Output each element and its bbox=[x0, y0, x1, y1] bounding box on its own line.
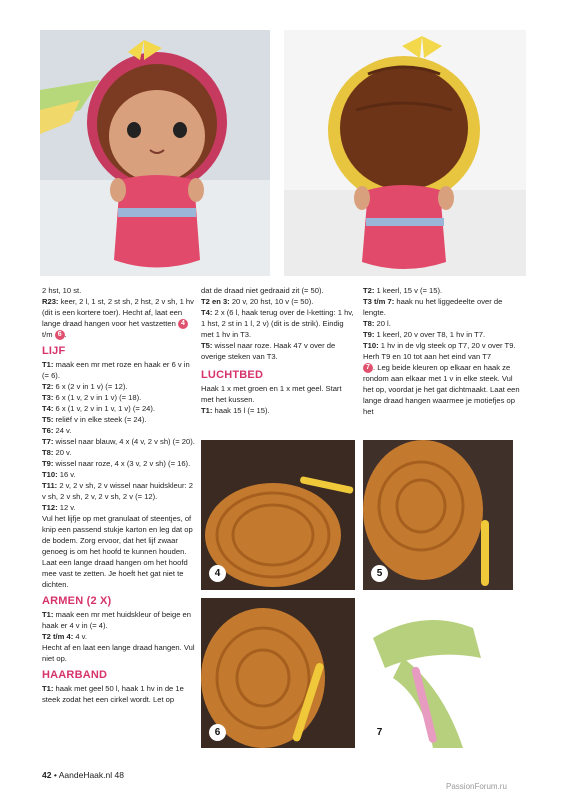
lijf-heading: LIJF bbox=[42, 345, 66, 357]
intro-line-1: 2 hst, 10 st. bbox=[42, 286, 82, 295]
instructions-column-2 bbox=[201, 285, 356, 416]
instruction-line: dat de draad niet gedraaid zit (= 50). bbox=[201, 286, 324, 295]
lijf-instructions bbox=[42, 359, 195, 590]
instruction-line: T1: haak 15 l (= 15). bbox=[201, 406, 270, 415]
instruction-line: T2: 1 keerl, 15 v (= 15). bbox=[363, 286, 443, 295]
instruction-line: Haak 1 x met groen en 1 x met geel. Start met het kussen. bbox=[201, 384, 342, 404]
instruction-line: T7: wissel naar blauw, 4 x (4 v, 2 v sh) (= 20). bbox=[42, 437, 195, 446]
instruction-line: T10: 16 v. bbox=[42, 470, 76, 479]
footer-site: AandeHaak.nl 48 bbox=[58, 770, 124, 780]
instruction-line: T9: wissel naar roze, 4 x (3 v, 2 v sh) (= 16). bbox=[42, 459, 191, 468]
instruction-line: T6: 24 v. bbox=[42, 426, 72, 435]
instruction-line: T9: 1 keerl, 20 v over T8, 1 hv in T7. bbox=[363, 330, 486, 339]
instructions-column-1 bbox=[42, 285, 195, 705]
instruction-line: T4: 2 x (6 l, haak terug over de l-ketting: 1 hv, 1 hst, 2 st in 1 l, 2 v) (dit is de strik). Eindig met 1 hv in T3. bbox=[201, 308, 354, 339]
instruction-line: T2 t/m 4: 4 v. bbox=[42, 632, 88, 641]
instruction-line: T2: 6 x (2 v in 1 v) (= 12). bbox=[42, 382, 128, 391]
instruction-line: T8: 20 v. bbox=[42, 448, 72, 457]
instruction-line: T1: maak een mr met roze en haak er 6 v in (= 6). bbox=[42, 360, 190, 380]
step-photo-6 bbox=[201, 598, 355, 748]
instruction-line: T3: 6 x (1 v, 2 v in 1 v) (= 18). bbox=[42, 393, 142, 402]
instruction-line: T3 t/m 7: haak nu het liggedeelte over de lengte. bbox=[363, 297, 503, 317]
step-photo-4 bbox=[201, 440, 355, 590]
instruction-line: T12: 12 v. bbox=[42, 503, 76, 512]
luchtbed-continued bbox=[363, 285, 523, 362]
col3-ending: 7 . Leg beide kleuren op elkaar en haak ze rondom aan elkaar met 1 v in elke steek. Vul het op, voordat je het gat dichtmaakt. Laat een lange draad hangen waarmee je motiefjes op het bbox=[363, 363, 520, 416]
watermark: PassionForum.ru bbox=[446, 782, 507, 791]
instruction-line: T11: 2 v, 2 v sh, 2 v wissel naar huidskleur: 2 v sh, 2 v sh, 2 v, 2 v sh, 2 v (= 12). bbox=[42, 481, 193, 501]
instruction-line: T10: 1 hv in de vlg steek op T7, 20 v over T9. Herh T9 en 10 tot aan het eind van T7 bbox=[363, 341, 516, 361]
armen-heading: ARMEN (2 X) bbox=[42, 595, 112, 607]
step-badge-4: 4 bbox=[209, 565, 226, 582]
step-photo-7 bbox=[363, 598, 513, 748]
page-number: 42 bbox=[42, 770, 52, 780]
instruction-line: Hecht af en laat een lange draad hangen. Vul niet op. bbox=[42, 643, 195, 663]
step-badge-7: 7 bbox=[371, 724, 388, 741]
doll-back-photo bbox=[284, 30, 526, 276]
step-badge-5: 5 bbox=[371, 565, 388, 582]
doll-front-photo bbox=[40, 30, 270, 276]
haarband-heading: HAARBAND bbox=[42, 669, 108, 681]
step-photo-5 bbox=[363, 440, 513, 590]
instruction-line: T5: wissel naar roze. Haak 47 v over de overige steken van T3. bbox=[201, 341, 336, 361]
instruction-line: T8: 20 l. bbox=[363, 319, 391, 328]
step-7-marker: 7 bbox=[363, 363, 373, 373]
footer-bullet: • bbox=[53, 770, 57, 780]
luchtbed-instructions bbox=[201, 383, 356, 416]
instruction-line: T5: reliëf v in elke steek (= 24). bbox=[42, 415, 147, 424]
step-4-marker: 4 bbox=[178, 319, 188, 329]
instruction-line: T1: haak met geel 50 l, haak 1 hv in de 1e steek zodat het een cirkel wordt. Let op bbox=[42, 684, 184, 704]
luchtbed-heading: LUCHTBED bbox=[201, 369, 264, 381]
armen-instructions bbox=[42, 609, 195, 664]
instruction-line: T4: 6 x (1 v, 2 v in 1 v, 1 v) (= 24). bbox=[42, 404, 156, 413]
haarband-instructions bbox=[42, 683, 195, 705]
page-footer bbox=[42, 770, 124, 780]
instructions-column-3 bbox=[363, 285, 523, 417]
step-6-marker: 6 bbox=[55, 330, 65, 340]
step-badge-6: 6 bbox=[209, 724, 226, 741]
instruction-line: T2 en 3: 20 v, 20 hst, 10 v (= 50). bbox=[201, 297, 314, 306]
instruction-line: T1: maak een mr met huidskleur of beige en haak er 4 v in (= 4). bbox=[42, 610, 191, 630]
instruction-line: Vul het lijfje op met granulaat of steentjes, of knip een passend stukje karton en leg dat op de bodem. Zorg ervoor, dat het lijf zwaar genoeg is om het hoofd te kunnen houden. Laat een lange draad hangen om het hoofd mee vast te zetten. Je hoeft het gat niet te dichten. bbox=[42, 514, 193, 589]
intro-line-2: R23: keer, 2 l, 1 st, 2 st sh, 2 hst, 2 v sh, 1 hv (dit is een kortere toer). Hecht af, laat een lange draad hangen voor het vastzetten 4 t/m 6 . bbox=[42, 297, 194, 339]
haarband-continued bbox=[201, 285, 356, 362]
